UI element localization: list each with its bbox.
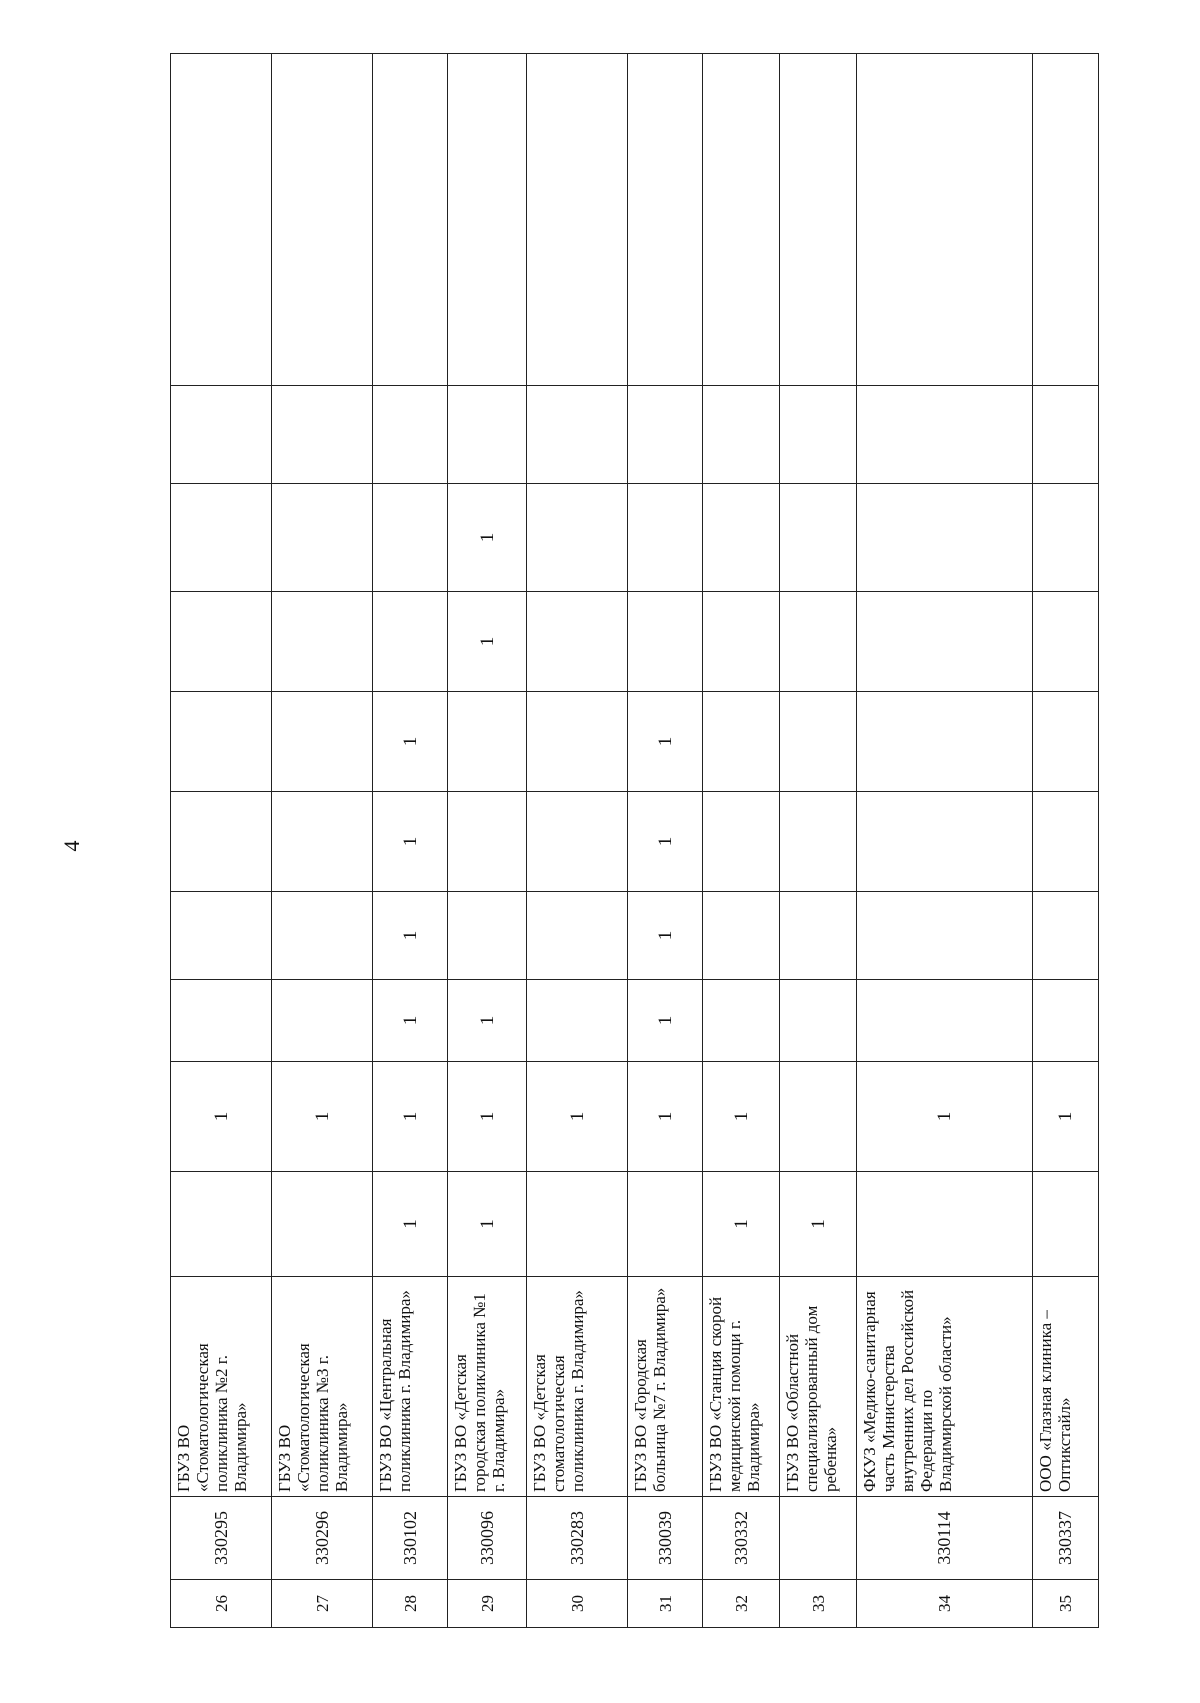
- value-cell: [171, 692, 272, 792]
- value-cell: [857, 692, 1033, 792]
- row-number-cell: 27: [272, 1580, 373, 1628]
- org-name-cell: ГБУЗ ВО «Городская больница №7 г. Владимира»: [628, 1277, 703, 1497]
- value-cell: [448, 692, 527, 792]
- value-cell: 1: [272, 1062, 373, 1172]
- org-name-cell: ГБУЗ ВО «Стоматологическая поликлиника №3 г. Владимира»: [272, 1277, 373, 1497]
- value-cell: [171, 980, 272, 1062]
- value-cell: [1032, 1172, 1098, 1277]
- value-cell: 1: [373, 1062, 448, 1172]
- org-name-cell: ФКУЗ «Медико-санитарная часть Министерства внутренних дел Российской Федерации по Владимирской области»: [857, 1277, 1033, 1497]
- value-cell: [703, 980, 780, 1062]
- value-cell: [857, 592, 1033, 692]
- value-cell: [272, 1172, 373, 1277]
- value-cell: [373, 386, 448, 484]
- value-cell: [527, 484, 628, 592]
- value-cell: [628, 54, 703, 386]
- value-cell: [703, 792, 780, 892]
- value-cell: [527, 1172, 628, 1277]
- value-cell: 1: [780, 1172, 857, 1277]
- row-number-cell: 28: [373, 1580, 448, 1628]
- value-cell: 1: [628, 980, 703, 1062]
- value-cell: [272, 592, 373, 692]
- row-number-cell: 30: [527, 1580, 628, 1628]
- org-code-cell: 330102: [373, 1497, 448, 1580]
- value-cell: 1: [373, 980, 448, 1062]
- value-cell: [171, 792, 272, 892]
- value-cell: [780, 484, 857, 592]
- table-row: [171, 54, 272, 1628]
- value-cell: 1: [373, 792, 448, 892]
- value-cell: [272, 692, 373, 792]
- org-code-cell: 330096: [448, 1497, 527, 1580]
- value-cell: [857, 980, 1033, 1062]
- value-cell: [373, 54, 448, 386]
- value-cell: 1: [448, 1172, 527, 1277]
- value-cell: [527, 792, 628, 892]
- value-cell: [272, 892, 373, 980]
- value-cell: [857, 386, 1033, 484]
- org-code-cell: 330295: [171, 1497, 272, 1580]
- value-cell: [780, 386, 857, 484]
- value-cell: [527, 692, 628, 792]
- value-cell: [857, 484, 1033, 592]
- org-name-cell: ГБУЗ ВО «Детская городская поликлиника №1 г. Владимира»: [448, 1277, 527, 1497]
- value-cell: [448, 892, 527, 980]
- value-cell: [703, 386, 780, 484]
- value-cell: [448, 386, 527, 484]
- table-row: [780, 54, 857, 1628]
- value-cell: [1032, 386, 1098, 484]
- value-cell: [527, 892, 628, 980]
- value-cell: 1: [448, 484, 527, 592]
- value-cell: [628, 484, 703, 592]
- value-cell: 1: [703, 1062, 780, 1172]
- table-row: [373, 54, 448, 1628]
- table-row: [703, 54, 780, 1628]
- value-cell: [780, 892, 857, 980]
- org-name-cell: ГБУЗ ВО «Центральная поликлиника г. Владимира»: [373, 1277, 448, 1497]
- row-number-cell: 31: [628, 1580, 703, 1628]
- value-cell: 1: [373, 692, 448, 792]
- value-cell: [527, 980, 628, 1062]
- org-name-cell: ООО «Глазная клиника – Оптикстайл»: [1032, 1277, 1098, 1497]
- value-cell: [373, 592, 448, 692]
- value-cell: [1032, 484, 1098, 592]
- org-name-cell: ГБУЗ ВО «Областной специализированный дом ребенка»: [780, 1277, 857, 1497]
- value-cell: 1: [628, 792, 703, 892]
- value-cell: [527, 54, 628, 386]
- table-row: [857, 54, 1033, 1628]
- table-row: [628, 54, 703, 1628]
- org-code-cell: 330114: [857, 1497, 1033, 1580]
- org-name-cell: ГБУЗ ВО «Станция скорой медицинской помощи г. Владимира»: [703, 1277, 780, 1497]
- org-code-cell: 330296: [272, 1497, 373, 1580]
- value-cell: [780, 592, 857, 692]
- value-cell: [171, 1172, 272, 1277]
- value-cell: [272, 386, 373, 484]
- row-number-cell: 35: [1032, 1580, 1098, 1628]
- row-number-cell: 32: [703, 1580, 780, 1628]
- table-row: [272, 54, 373, 1628]
- value-cell: [171, 892, 272, 980]
- value-cell: [780, 54, 857, 386]
- value-cell: 1: [448, 592, 527, 692]
- value-cell: [780, 980, 857, 1062]
- value-cell: [171, 386, 272, 484]
- table-row: [527, 54, 628, 1628]
- value-cell: [272, 484, 373, 592]
- page-number: 4: [59, 840, 84, 852]
- table-row: [448, 54, 527, 1628]
- value-cell: [448, 54, 527, 386]
- value-cell: [857, 1172, 1033, 1277]
- value-cell: [171, 54, 272, 386]
- value-cell: 1: [703, 1172, 780, 1277]
- value-cell: [527, 386, 628, 484]
- value-cell: [628, 1172, 703, 1277]
- row-number-cell: 34: [857, 1580, 1033, 1628]
- value-cell: 1: [857, 1062, 1033, 1172]
- data-table: [170, 53, 1099, 1628]
- value-cell: 1: [628, 892, 703, 980]
- value-cell: [448, 792, 527, 892]
- value-cell: 1: [171, 1062, 272, 1172]
- value-cell: [272, 792, 373, 892]
- row-number-cell: 26: [171, 1580, 272, 1628]
- org-name-cell: ГБУЗ ВО «Детская стоматологическая поликлиника г. Владимира»: [527, 1277, 628, 1497]
- value-cell: 1: [1032, 1062, 1098, 1172]
- org-code-cell: 330283: [527, 1497, 628, 1580]
- value-cell: [171, 592, 272, 692]
- value-cell: 1: [527, 1062, 628, 1172]
- org-code-cell: 330337: [1032, 1497, 1098, 1580]
- value-cell: [703, 484, 780, 592]
- value-cell: [780, 792, 857, 892]
- value-cell: 1: [448, 980, 527, 1062]
- rotated-table-container: [170, 54, 1099, 1628]
- value-cell: [703, 54, 780, 386]
- value-cell: [703, 592, 780, 692]
- value-cell: 1: [628, 1062, 703, 1172]
- value-cell: [272, 980, 373, 1062]
- value-cell: [628, 386, 703, 484]
- value-cell: 1: [448, 1062, 527, 1172]
- org-name-cell: ГБУЗ ВО «Стоматологическая поликлиника №2 г. Владимира»: [171, 1277, 272, 1497]
- value-cell: [272, 54, 373, 386]
- org-code-cell: [780, 1497, 857, 1580]
- org-code-cell: 330332: [703, 1497, 780, 1580]
- value-cell: [780, 692, 857, 792]
- row-number-cell: 33: [780, 1580, 857, 1628]
- value-cell: [857, 892, 1033, 980]
- value-cell: [857, 792, 1033, 892]
- value-cell: [857, 54, 1033, 386]
- value-cell: [780, 1062, 857, 1172]
- value-cell: [1032, 592, 1098, 692]
- value-cell: [1032, 692, 1098, 792]
- value-cell: [373, 484, 448, 592]
- table-body: [171, 54, 1099, 1628]
- value-cell: [1032, 54, 1098, 386]
- value-cell: [703, 892, 780, 980]
- value-cell: 1: [373, 1172, 448, 1277]
- value-cell: 1: [628, 692, 703, 792]
- value-cell: [1032, 892, 1098, 980]
- value-cell: [1032, 792, 1098, 892]
- value-cell: 1: [373, 892, 448, 980]
- value-cell: [628, 592, 703, 692]
- org-code-cell: 330039: [628, 1497, 703, 1580]
- row-number-cell: 29: [448, 1580, 527, 1628]
- value-cell: [703, 692, 780, 792]
- value-cell: [1032, 980, 1098, 1062]
- value-cell: [527, 592, 628, 692]
- table-row: [1032, 54, 1098, 1628]
- value-cell: [171, 484, 272, 592]
